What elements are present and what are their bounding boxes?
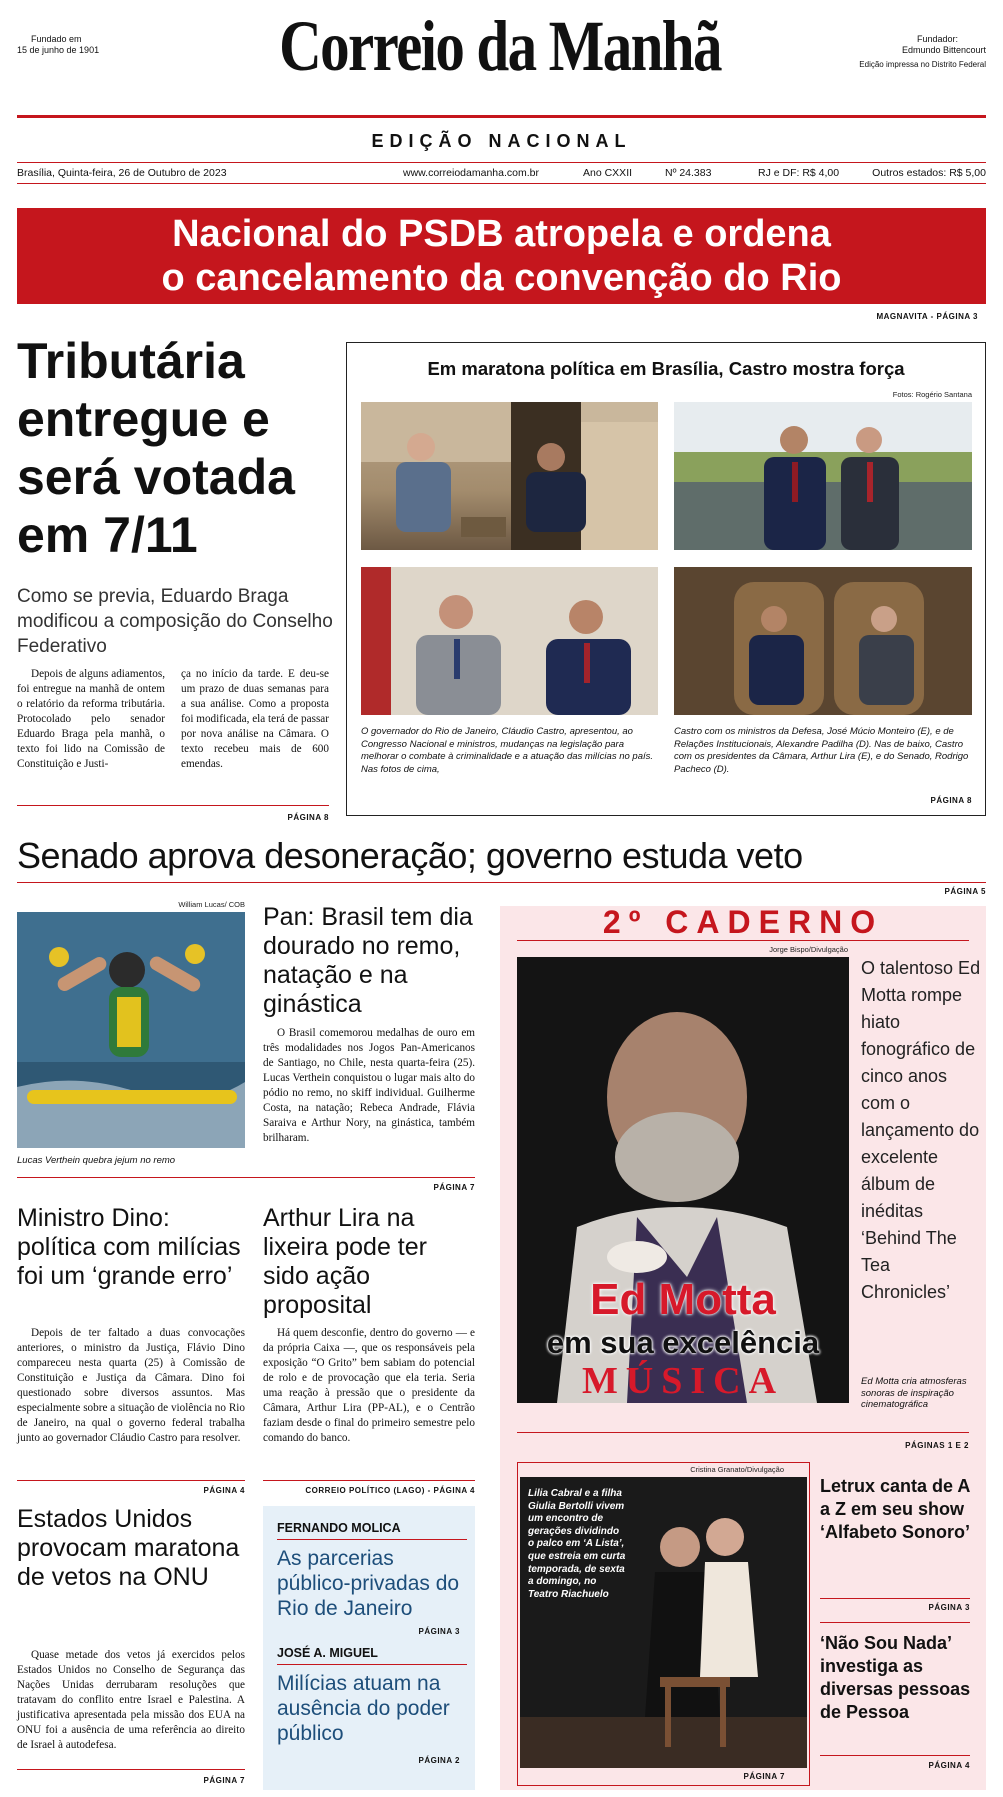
dateline-rule-top <box>17 162 986 163</box>
pan-rule <box>17 1177 475 1178</box>
photo-castro-lira <box>361 567 658 715</box>
eua-body: Quase metade dos vetos já exercidos pelos Estados Unidos no Conselho de Segurança das Nações Unidas derrubaram resoluções que tratavam do conflito entre Israel e Palestina. A justificativa apresentada pela missão dos EUA na ONU foi a ausência de uma referência ao direito de Israel à autodefesa. <box>17 1649 245 1751</box>
column-author-molica: FERNANDO MOLICA <box>277 1521 401 1535</box>
ed-motta-overlay-line1: Ed Motta <box>590 1275 776 1324</box>
photo-castro-padilha <box>674 402 972 550</box>
photo-lucas-verthein <box>17 912 245 1148</box>
lira-page-ref[interactable]: CORREIO POLÍTICO (LAGO) - PÁGINA 4 <box>305 1486 475 1495</box>
dateline <box>17 166 986 180</box>
founded-label: Fundado em <box>31 34 82 44</box>
pan-headline[interactable]: Pan: Brasil tem dia dourado no remo, natação e na ginástica <box>263 903 473 1018</box>
senado-rule <box>17 882 986 883</box>
ed-motta-overlay-line2: em sua excelência <box>546 1325 820 1360</box>
tributaria-col2: ça no início da tarde. E deu-se um prazo de duas semanas para a sua análise. Como a proposta foi modificada, ela terá de passar por nova análise na Câmara. O texto recebeu mais de 600 emendas. <box>181 668 329 770</box>
caderno-photo-credit: Jorge Bispo/Divulgação <box>769 945 848 954</box>
senado-headline[interactable]: Senado aprova desoneração; governo estuda veto <box>17 835 803 876</box>
dino-rule <box>17 1480 245 1481</box>
tributaria-rule <box>17 805 329 806</box>
pan-page-ref[interactable]: PÁGINA 7 <box>433 1183 475 1192</box>
caderno-rule <box>517 940 969 941</box>
castro-page-ref[interactable]: PÁGINA 8 <box>930 796 972 805</box>
dateline-rule-bottom <box>17 183 986 184</box>
letrux-page-ref[interactable]: PÁGINA 3 <box>928 1603 970 1612</box>
founder-info <box>786 34 986 70</box>
tributaria-page-ref[interactable]: PÁGINA 8 <box>287 813 329 822</box>
castro-caption-left: O governador do Rio de Janeiro, Cláudio Castro, apresentou, ao Congresso Nacional e ministros, mudanças na legislação para melhorar o combate à criminalidade e a atuação das milícias no país. Nas fotos de cima, <box>361 726 654 775</box>
founder-label: Fundador: <box>916 34 958 44</box>
dateline-price-other: Outros estados: R$ 5,00 <box>872 167 986 179</box>
banner-headline-line1: Nacional do PSDB atropela e ordena <box>172 213 831 255</box>
banner-headline-line2: o cancelamento da convenção do Rio <box>161 257 842 299</box>
ed-motta-caption: Ed Motta cria atmosferas sonoras de inspiração cinematográfica <box>861 1376 967 1410</box>
edition-note: Edição impressa no Distrito Federal <box>859 60 986 69</box>
eua-rule <box>17 1769 245 1770</box>
dino-page-ref[interactable]: PÁGINA 4 <box>203 1486 245 1495</box>
founded-info <box>17 34 127 56</box>
masthead-rule <box>17 115 986 118</box>
pessoa-rule <box>820 1755 970 1756</box>
pan-photo-caption: Lucas Verthein quebra jejum no remo <box>17 1155 176 1166</box>
lilia-caption: Lilia Cabral e a filha Giulia Bertolli vivem um encontro de gerações dividindo o palco em ‘A Lista’, que estreia em curta temporada, de sexta a domingo, no Teatro Riachuelo <box>528 1488 626 1600</box>
column-author-miguel: JOSÉ A. MIGUEL <box>277 1646 378 1660</box>
eua-headline[interactable]: Estados Unidos provocam maratona de vetos na ONU <box>17 1505 240 1591</box>
ed-motta-side-text: O talentoso Ed Motta rompe hiato fonográfico de cinco anos com o lançamento do excelente álbum de inéditas ‘Behind The Tea Chronicles’ <box>861 958 981 1302</box>
founded-date: 15 de junho de 1901 <box>17 45 100 55</box>
pan-photo-credit: William Lucas/ COB <box>178 900 245 909</box>
letrux-rule <box>820 1598 970 1599</box>
banner-page-ref[interactable]: MAGNAVITA - PÁGINA 3 <box>876 312 978 321</box>
dino-body: Depois de ter faltado a duas convocações anteriores, o ministro da Justiça, Flávio Dino compareceu nesta quarta (25) à Comissão de Constituição e Justiça da Câmara. Dino foi questionado sobre diversos assuntos. Mas especialmente sobre a situação de violência no Rio de Janeiro, na qual o governo federal trabalha junto ao governador Cláudio Castro para resolver. <box>17 1327 245 1444</box>
photo-castro-mucio <box>361 402 658 550</box>
photo-ed-motta <box>517 957 849 1403</box>
column-page-miguel[interactable]: PÁGINA 2 <box>418 1756 460 1765</box>
newspaper-title[interactable]: Correio da Manhã <box>279 6 721 86</box>
caderno-title[interactable]: 2º CADERNO <box>602 904 884 940</box>
pan-body: O Brasil comemorou medalhas de ouro em três modalidades nos Jogos Pan-Americanos de Santiago, no Chile, nesta quarta-feira (25). Lucas Verthein conquistou o lugar mais alto do pódio no remo, no skiff individual. Guilherme Costa, na natação; Rebeca Andrade, Flávia Saraiva e Arthur Nory, na ginástica, também brilharam. <box>263 1027 475 1144</box>
column-page-molica[interactable]: PÁGINA 3 <box>418 1627 460 1636</box>
tributaria-headline[interactable]: Tributária entregue e será votada em 7/11 <box>17 333 295 563</box>
pessoa-page-ref[interactable]: PÁGINA 4 <box>928 1761 970 1770</box>
lilia-photo-credit: Cristina Granato/Divulgação <box>690 1465 784 1474</box>
pessoa-rule-top <box>820 1622 970 1623</box>
castro-headline[interactable]: Em maratona política em Brasília, Castro mostra força <box>427 358 905 379</box>
dateline-number: Nº 24.383 <box>665 167 712 179</box>
castro-caption-right: Castro com os ministros da Defesa, José Múcio Monteiro (E), e de Relações Institucionais, Alexandre Padilha (D). Nas de baixo, Castro com os presidentes da Câmara, Arthur Lira (E), e do Senado, Rodrigo Pacheco (D). <box>674 726 969 775</box>
photo-castro-pacheco <box>674 567 972 715</box>
edition-title: EDIÇÃO NACIONAL <box>371 131 632 151</box>
eua-page-ref[interactable]: PÁGINA 7 <box>203 1776 245 1785</box>
ed-motta-page-ref[interactable]: PÁGINAS 1 E 2 <box>905 1441 969 1450</box>
column-title-molica[interactable]: As parcerias público-privadas do Rio de Janeiro <box>277 1547 460 1620</box>
lira-rule <box>263 1480 475 1481</box>
ed-motta-overlay-line3: MÚSICA <box>581 1360 785 1402</box>
tributaria-col1: Depois de alguns adiamentos, foi entregue na manhã de ontem o relatório da reforma tributária. Protocolado pelo senador Eduardo Braga pela manhã, o texto foi lido na Comissão de Constituição e Justi- <box>17 668 165 770</box>
lira-body: Há quem desconfie, dentro do governo — e da própria Caixa —, que os responsáveis pela exposição “O Grito” bem sabiam do potencial de rolo e de provocação que ela teria. Seria uma reação à pressão que o presidente da Câmara, Arthur Lira (PP-AL), e o Centrão faziam desde o final do primeiro semestre pelo comando do banco. <box>263 1327 475 1444</box>
senado-page-ref[interactable]: PÁGINA 5 <box>944 887 986 896</box>
castro-photo-credit: Fotos: Rogério Santana <box>892 390 972 399</box>
dateline-year: Ano CXXII <box>583 167 633 179</box>
founder-name: Edmundo Bittencourt <box>901 45 986 55</box>
dino-headline[interactable]: Ministro Dino: política com milícias foi um ‘grande erro’ <box>17 1204 241 1290</box>
dateline-website[interactable]: www.correiodamanha.com.br <box>403 167 539 179</box>
column-rule-2 <box>277 1664 467 1665</box>
lilia-page-ref[interactable]: PÁGINA 7 <box>743 1772 785 1781</box>
lira-headline[interactable]: Arthur Lira na lixeira pode ter sido ação proposital <box>263 1204 427 1319</box>
column-rule-1 <box>277 1539 467 1540</box>
pessoa-headline[interactable]: ‘Não Sou Nada’ investiga as diversas pessoas de Pessoa <box>820 1633 971 1722</box>
column-title-miguel[interactable]: Milícias atuam na ausência do poder público <box>277 1672 450 1745</box>
caderno-mid-rule <box>517 1432 969 1433</box>
top-banner[interactable] <box>17 208 986 304</box>
dateline-date: Brasília, Quinta-feira, 26 de Outubro de 2023 <box>17 167 227 179</box>
letrux-headline[interactable]: Letrux canta de A a Z em seu show ‘Alfabeto Sonoro’ <box>820 1476 970 1542</box>
dateline-price-rj: RJ e DF: R$ 4,00 <box>758 167 840 179</box>
tributaria-subhead: Como se previa, Eduardo Braga modificou a composição do Conselho Federativo <box>17 586 333 657</box>
